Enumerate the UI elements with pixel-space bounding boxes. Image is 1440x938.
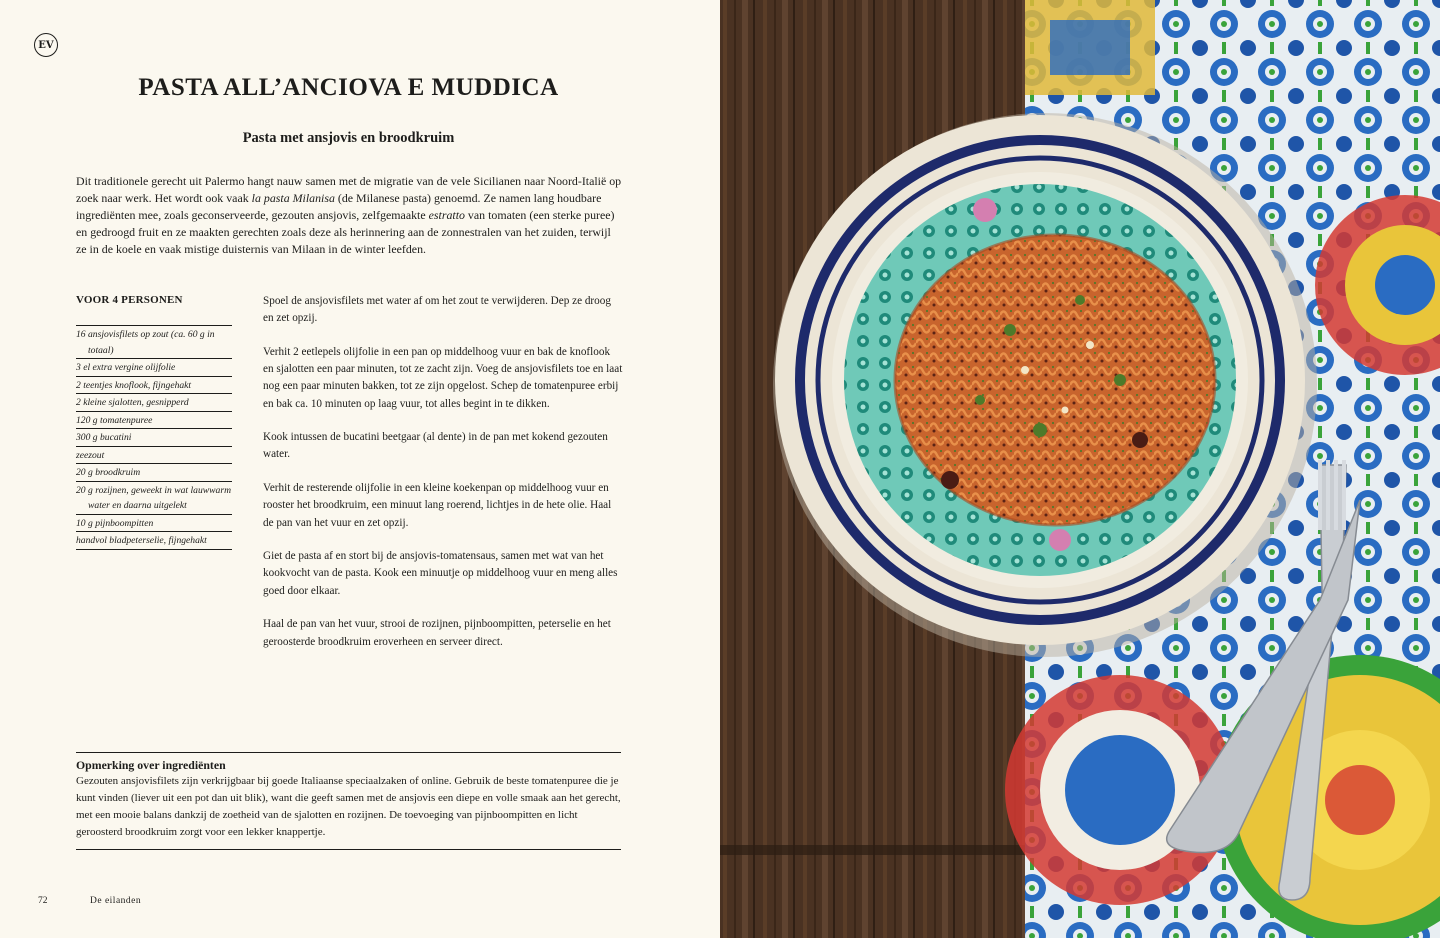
- intro-text-1: Dit traditionele gerecht uit Palermo hangt nauw samen met de migratie van de vele Sicilianen naar Noord-Italië op zoek naar werk. Het wordt ook vaak: [76, 174, 622, 205]
- ingredient-item: handvol bladpeterselie, fijngehakt: [76, 532, 232, 550]
- section-name: De eilanden: [90, 896, 142, 906]
- intro-text-2: (de Milanese pasta) genoemd. Ze namen lang houdbare ingrediënten mee, zoals geconserveerde, gezouten ansjovis, zelfgemaakte: [76, 191, 602, 222]
- recipe-title: PASTA ALL’ANCIOVA E MUDDICA: [138, 74, 559, 101]
- recipe-intro: [76, 173, 624, 258]
- ingredient-item: 2 kleine sjalotten, gesnipperd: [76, 394, 232, 412]
- ingredient-list: [76, 325, 232, 550]
- intro-italic-2: estratto: [428, 208, 465, 222]
- ingredients-heading: VOOR 4 PERSONEN: [76, 294, 183, 306]
- ingredient-item: 10 g pijnboompitten: [76, 515, 232, 533]
- method-step: Spoel de ansjovisfilets met water af om het zout te verwijderen. Dep ze droog en zet opzij.: [263, 295, 611, 325]
- ingredient-note-box: [76, 752, 621, 850]
- right-page-photo: [720, 0, 1440, 938]
- ingredient-item: zeezout: [76, 447, 232, 465]
- ingredient-item: 2 teentjes knoflook, fijngehakt: [76, 377, 232, 395]
- ingredient-item: 3 el extra vergine olijfolie: [76, 359, 232, 377]
- intro-italic-1: la pasta Milanisa: [251, 191, 335, 205]
- page-number: 72: [38, 896, 48, 906]
- ingredient-item: 300 g bucatini: [76, 429, 232, 447]
- pasta-plate-photo: [720, 0, 1440, 938]
- method-step: Giet de pasta af en stort bij de ansjovis-tomatensaus, samen met wat van het kookvocht van de pasta. Kook een minuutje op middelhoog vuur en meng alles goed door elkaar.: [263, 550, 618, 597]
- ingredient-item: 20 g rozijnen, geweekt in wat lauwwarm water en daarna uitgelekt: [76, 482, 232, 515]
- intro-text-3: van tomaten (een sterke puree) en gedroogd fruit en ze maakten gerechten zoals deze als herinnering aan de zonnestralen van het zuiden, terwijl ze in de koele en vaak mistige duisternis van Milaan in de winter leefden.: [76, 208, 615, 256]
- note-text: Gezouten ansjovisfilets zijn verkrijgbaar bij goede Italiaanse speciaalzaken of online. Gebruik de beste tomatenpuree die je kunt vinden (liever uit een pot dan uit blik), want die geeft samen met de ansjovis een diepe en volle smaak aan het gerecht, met een mooie balans dankzij de zoetheid van de sjalotten en rozijnen. De toevoeging van pijnboompitten en licht geroosterd broodkruim zorgt voor een lekker knappertje.: [76, 775, 621, 838]
- method-steps: [263, 293, 623, 667]
- ingredient-item: 16 ansjovisfilets op zout (ca. 60 g in totaal): [76, 326, 232, 359]
- method-step: Haal de pan van het vuur, strooi de rozijnen, pijnboompitten, peterselie en het geroosterde broodkruim eroverheen en serveer direct.: [263, 618, 611, 648]
- note-heading: Opmerking over ingrediënten: [76, 758, 226, 772]
- method-step: Kook intussen de bucatini beetgaar (al dente) in de pan met kokend gezouten water.: [263, 431, 608, 461]
- ev-badge: EV: [34, 33, 58, 57]
- method-step: Verhit de resterende olijfolie in een kleine koekenpan op middelhoog vuur en rooster het broodkruim, een minuut lang roerend, lichtjes in de hete olie. Haal de pan van het vuur en zet opzij.: [263, 482, 612, 529]
- ingredient-item: 20 g broodkruim: [76, 464, 232, 482]
- recipe-subtitle: Pasta met ansjovis en broodkruim: [242, 130, 455, 146]
- ingredient-item: 120 g tomatenpuree: [76, 412, 232, 430]
- method-step: Verhit 2 eetlepels olijfolie in een pan op middelhoog vuur en bak de knoflook en sjalotten een paar minuten, tot ze zacht zijn. Voeg de ansjovisfilets toe en laat nog een paar minuten bakken, tot ze zijn opgelost. Schep de tomatenpuree erbij en bak ca. 10 minuten op laag vuur, tot alles begint in te dikken.: [263, 345, 623, 410]
